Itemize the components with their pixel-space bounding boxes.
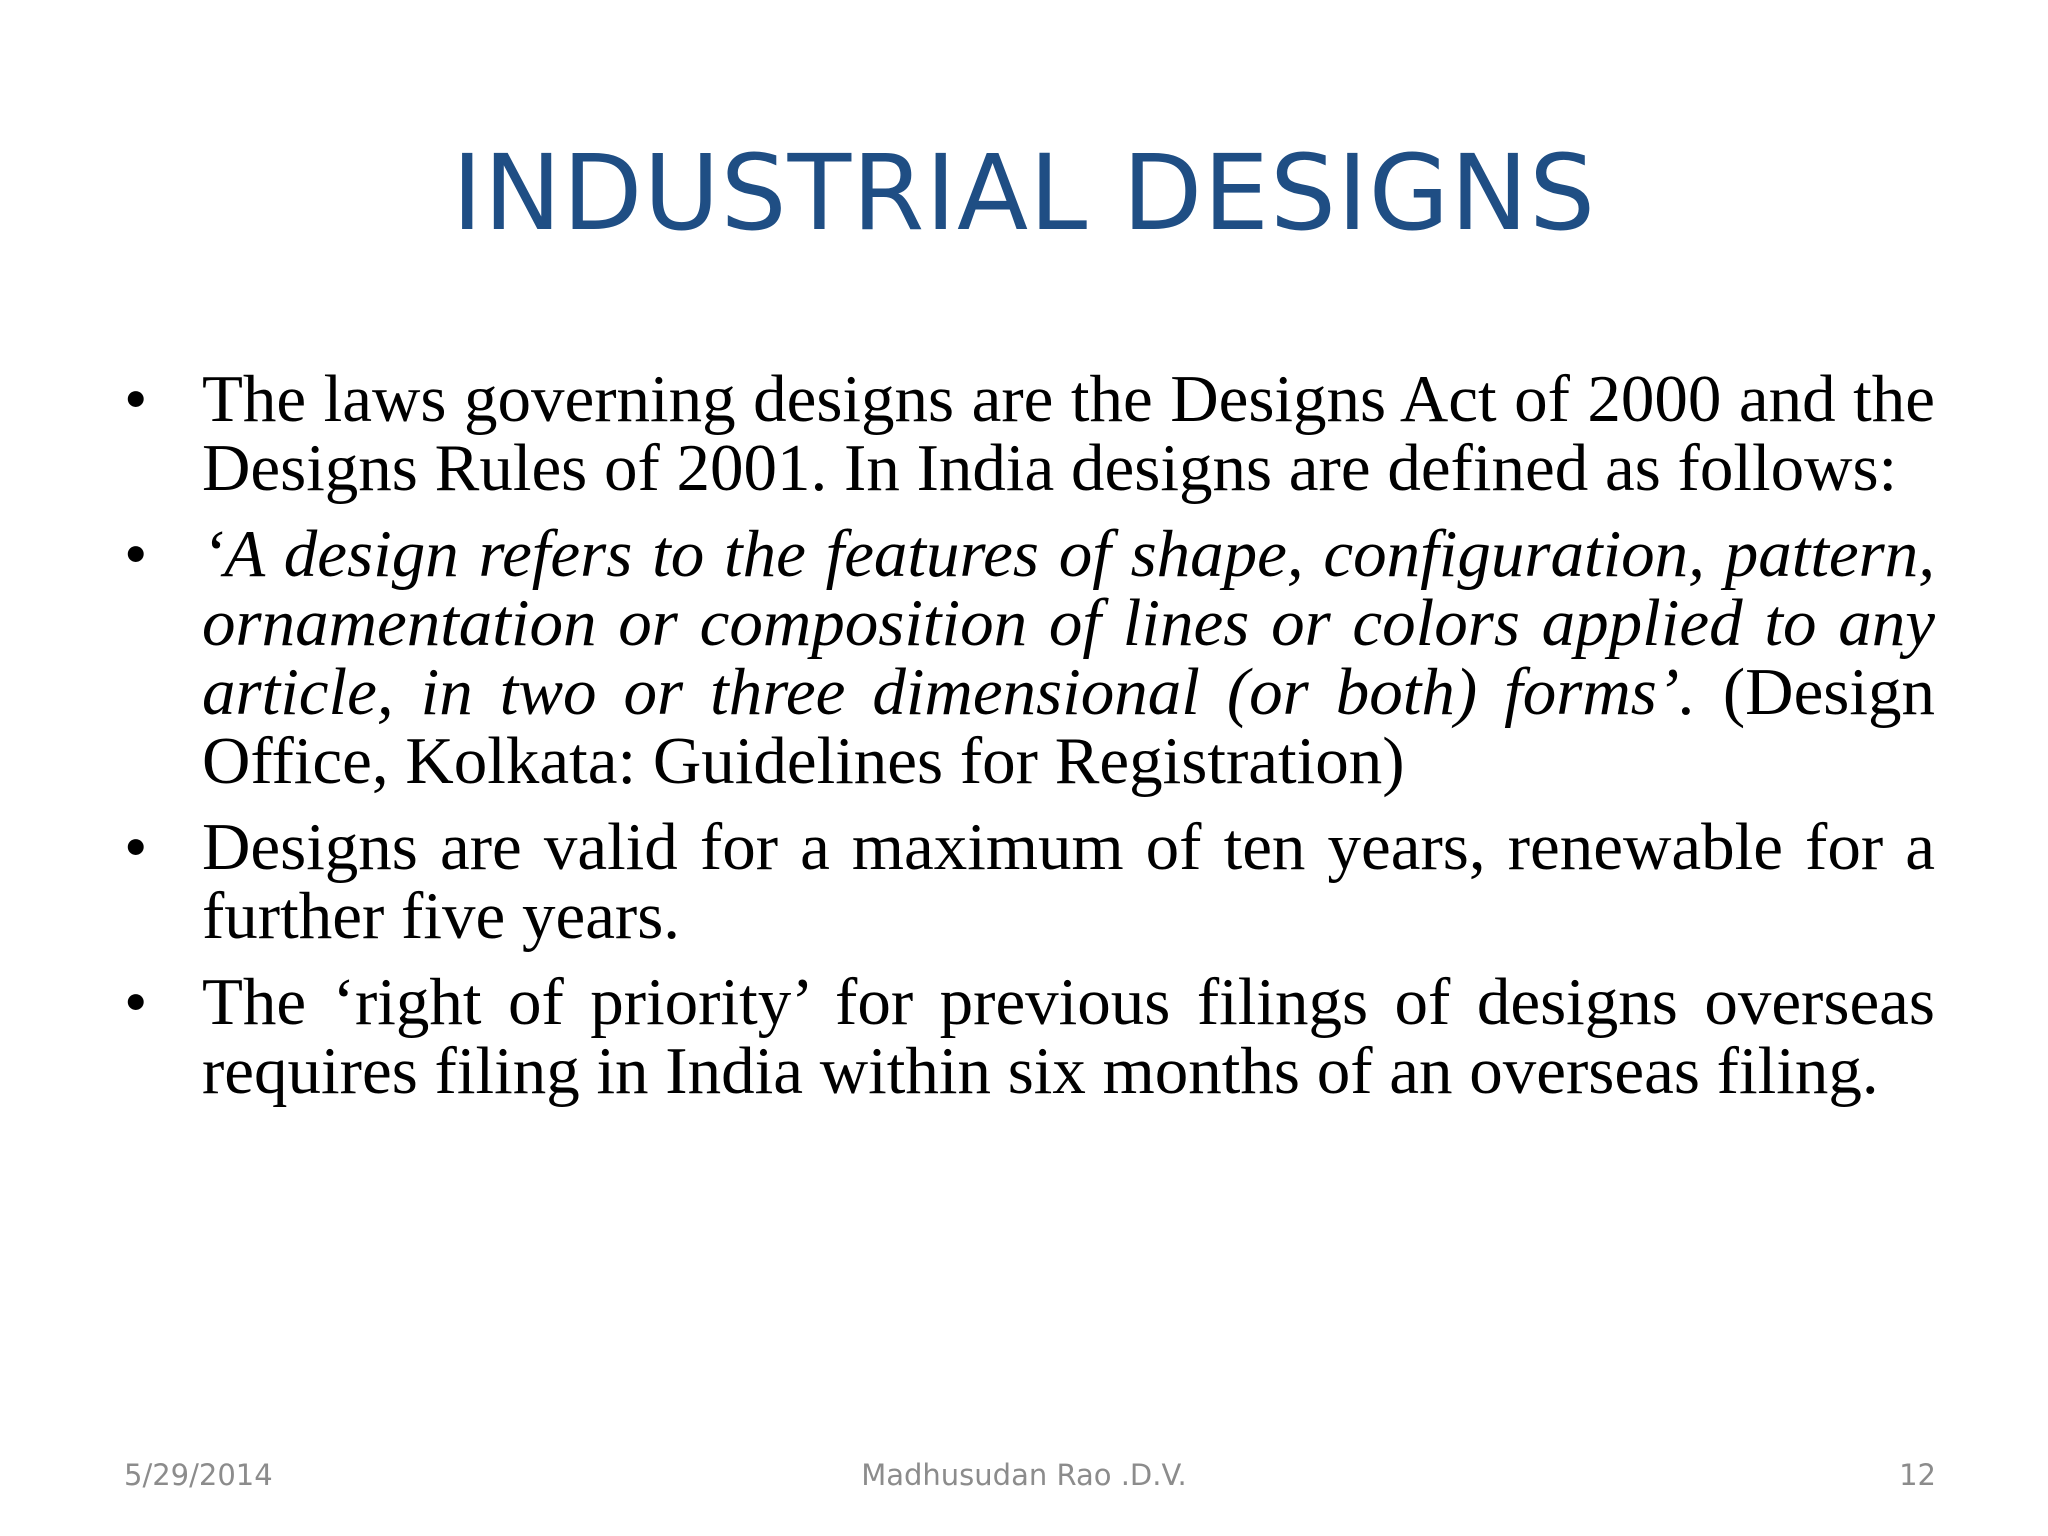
bullet-icon: •: [124, 810, 148, 884]
bullet-icon: •: [124, 965, 148, 1039]
bullet-text: The laws governing designs are the Designs Act of 2000 and the Designs Rules of 2001. In India designs are defined as follows:: [202, 362, 1935, 505]
bullet-icon: •: [124, 517, 148, 591]
bullet-text: Designs are valid for a maximum of ten years, renewable for a further five years.: [202, 810, 1935, 953]
slide-title: INDUSTRIAL DESIGNS: [451, 132, 1597, 254]
bullet-item-laws: [120, 362, 1935, 505]
design-definition-quote: ‘A design refers to the features of shape, configuration, pattern, ornamentation or composition of lines or colors applied to any article, in two or three dimensional (or both) forms’.: [202, 517, 1935, 729]
footer-date: 5/29/2014: [124, 1458, 273, 1492]
bullet-text: The ‘right of priority’ for previous filings of designs overseas requires filing in India within six months of an overseas filing.: [202, 965, 1935, 1108]
definition-citation: (Design Office, Kolkata: Guidelines for Registration): [202, 655, 1935, 798]
footer-page-number: 12: [1899, 1458, 1936, 1492]
bullet-item-priority: [120, 965, 1935, 1108]
bullet-item-validity: [120, 810, 1935, 953]
bullet-item-definition: [120, 517, 1935, 798]
bullet-list: [120, 362, 1935, 1123]
footer-author: Madhusudan Rao .D.V.: [861, 1458, 1187, 1492]
bullet-icon: •: [124, 362, 148, 436]
